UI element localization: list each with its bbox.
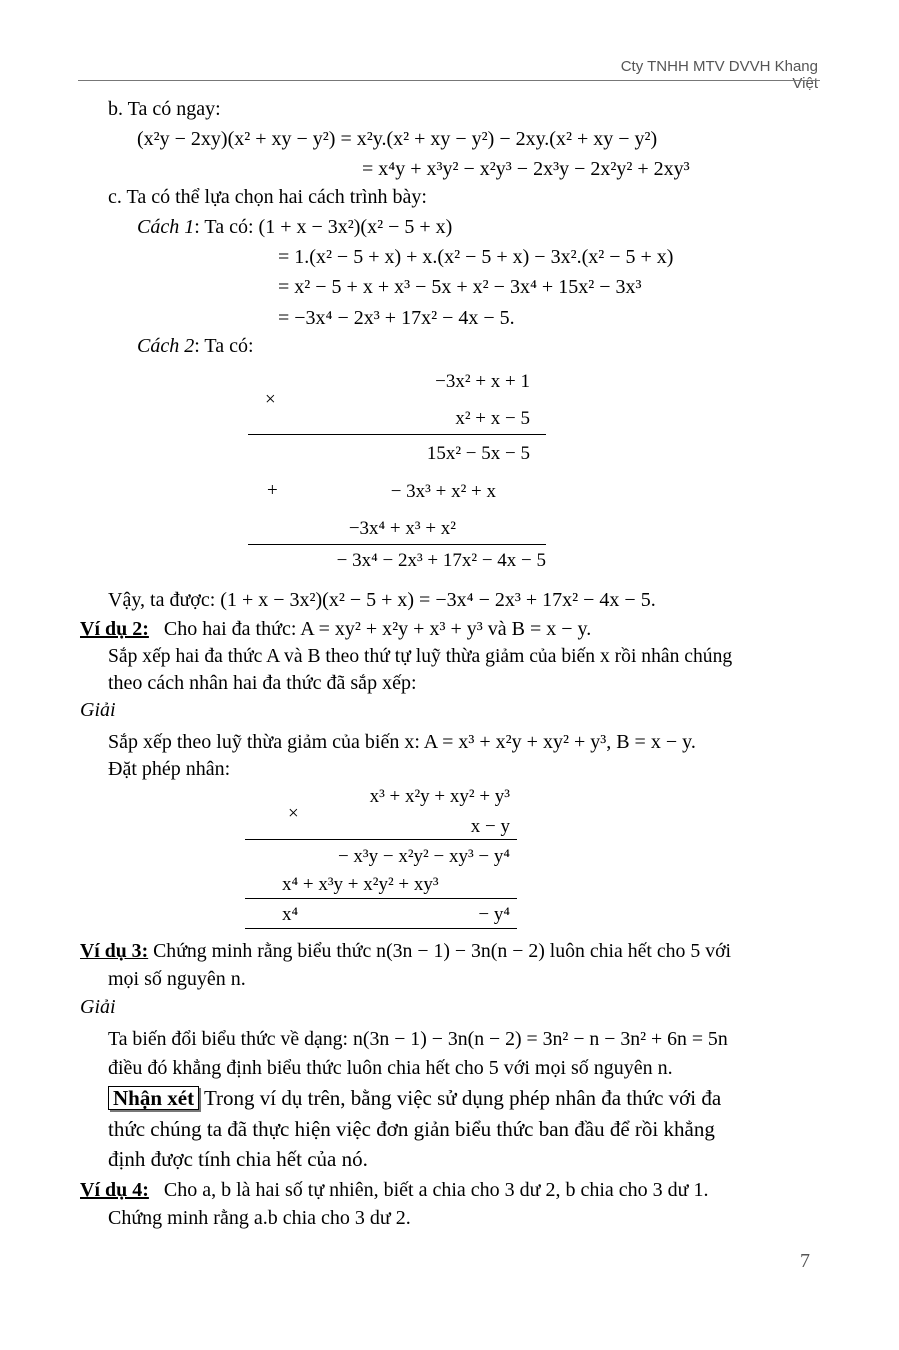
mult2-rule2	[245, 898, 517, 899]
header-rule	[78, 80, 820, 81]
remark-text1: Trong ví dụ trên, bằng việc sử dụng phép nhân đa thức với đa	[203, 1086, 722, 1110]
vd4-line2: Chứng minh rằng a.b chia cho 3 dư 2.	[108, 1207, 411, 1229]
vd2-line3: theo cách nhân hai đa thức đã sắp xếp:	[108, 672, 417, 694]
mult1-plus-sign: +	[267, 480, 278, 501]
part-b-intro: b. Ta có ngay:	[108, 98, 221, 120]
cach1-rest: : Ta có: (1 + x − 3x²)(x² − 5 + x)	[194, 216, 453, 238]
conclusion: Vậy, ta được: (1 + x − 3x²)(x² − 5 + x) = −3x⁴ − 2x³ + 17x² − 4x − 5.	[108, 589, 656, 611]
vd4-text: Cho a, b là hai số tự nhiên, biết a chia cho 3 dư 2, b chia cho 3 dư 1.	[163, 1179, 709, 1201]
vd3-line	[80, 938, 731, 964]
part-b-line2: = x⁴y + x³y² − x²y³ − 2x³y − 2x²y² + 2xy³	[362, 158, 690, 180]
cach1-step3: = −3x⁴ − 2x³ + 17x² − 4x − 5.	[278, 307, 515, 329]
mult2-row3: − x³y − x²y² − xy³ − y⁴	[337, 846, 510, 867]
vd3-sol1: Ta biến đổi biểu thức về dạng: n(3n − 1) − 3n(n − 2) = 3n² − n − 3n² + 6n = 5n	[108, 1028, 728, 1050]
vd4-line	[80, 1177, 709, 1203]
cach1-label: Cách 1	[137, 216, 195, 238]
vd3-line2: mọi số nguyên n.	[108, 968, 246, 990]
cach1-step1: = 1.(x² − 5 + x) + x.(x² − 5 + x) − 3x².(x² − 5 + x)	[278, 246, 674, 268]
vd2-sol1: Sắp xếp theo luỹ thừa giảm của biến x: A = x³ + x²y + xy² + y³, B = x − y.	[108, 731, 696, 753]
cach2-label: Cách 2	[137, 335, 195, 357]
vd4-label: Ví dụ 4:	[80, 1179, 149, 1201]
vd2-line2: Sắp xếp hai đa thức A và B theo thứ tự luỹ thừa giảm của biến x rồi nhân chúng	[108, 646, 733, 667]
mult2-row4: x⁴ + x³y + x²y² + xy³	[282, 874, 439, 895]
mult2-rule3	[245, 928, 517, 929]
mult1-rule1	[248, 434, 546, 435]
part-c-intro: c. Ta có thể lựa chọn hai cách trình bày:	[108, 186, 427, 208]
mult2-row2: x − y	[470, 816, 510, 837]
remark-line1	[108, 1085, 721, 1111]
mult2-rule1	[245, 839, 517, 840]
cach1-step2: = x² − 5 + x + x³ − 5x + x² − 3x⁴ + 15x² − 3x³	[278, 276, 642, 298]
mult1-rule2	[248, 544, 546, 545]
cach1-line	[137, 214, 452, 240]
cach2-line	[137, 333, 254, 359]
remark-text3: định được tính chia hết của nó.	[108, 1147, 368, 1171]
mult2-row5-right: − y⁴	[478, 904, 510, 925]
mult1-row3: 15x² − 5x − 5	[426, 443, 530, 464]
part-b-line1: (x²y − 2xy)(x² + xy − y²) = x²y.(x² + xy − y²) − 2xy.(x² + xy − y²)	[137, 128, 658, 150]
mult1-row5: −3x⁴ + x³ + x²	[348, 518, 456, 539]
mult2-times-sign: ×	[288, 803, 299, 824]
mult2-row5-left: x⁴	[282, 904, 299, 925]
vd3-sol2: điều đó khẳng định biểu thức luôn chia hết cho 5 với mọi số nguyên n.	[108, 1057, 673, 1079]
mult1-row1: −3x² + x + 1	[435, 371, 530, 392]
mult2-row1: x³ + x²y + xy² + y³	[369, 786, 510, 807]
vd2-label: Ví dụ 2:	[80, 618, 149, 640]
vd2-text: Cho hai đa thức: A = xy² + x²y + x³ + y³ và B = x − y.	[163, 618, 592, 640]
vd2-sol2: Đặt phép nhân:	[108, 758, 231, 780]
vd3-text: Chứng minh rằng biểu thức n(3n − 1) − 3n(n − 2) luôn chia hết cho 5 với	[153, 940, 732, 962]
mult1-row4: − 3x³ + x² + x	[390, 481, 496, 502]
vd2-giai: Giải	[80, 699, 116, 721]
vd3-label: Ví dụ 3:	[80, 940, 149, 962]
remark-label: Nhận xét	[108, 1086, 199, 1110]
mult1-times-sign: ×	[265, 389, 276, 410]
page-number: 7	[800, 1250, 810, 1272]
mult1-row2: x² + x − 5	[455, 408, 530, 429]
mult1-row6: − 3x⁴ − 2x³ + 17x² − 4x − 5	[336, 550, 546, 571]
running-header: Cty TNHH MTV DVVH Khang Việt	[620, 58, 818, 92]
remark-text2: thức chúng ta đã thực hiện việc đơn giản biểu thức ban đầu để rồi khẳng	[108, 1117, 715, 1141]
vd2-line	[80, 616, 591, 642]
cach2-rest: : Ta có:	[194, 335, 254, 357]
vd3-giai: Giải	[80, 996, 116, 1018]
